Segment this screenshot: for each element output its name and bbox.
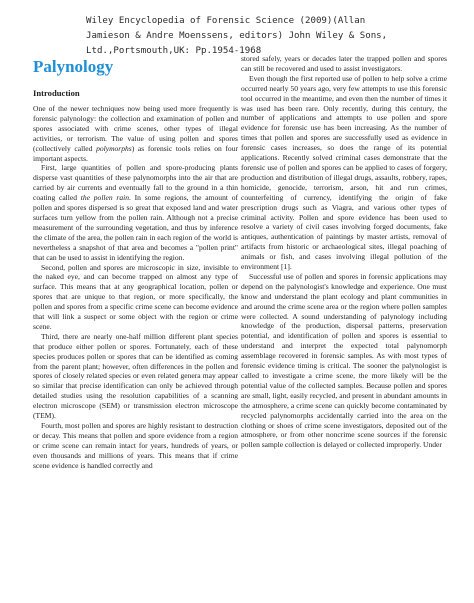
citation-block [86,14,416,59]
citation-line: Wiley Encyclopedia of Forensic Science (2009)(Allan [86,16,366,26]
paragraph: One of the newer techniques now being used more frequently is forensic palynology: the collection and examination of pollen and spores associated with crime scenes, other types of illegal activities, or terrorism. The value of using pollen and spores (collectively called polymorphs) as forensic tools relies on four important aspects. [33,104,238,163]
section-heading: Introduction [33,88,80,98]
right-column [241,54,447,450]
citation-line: Jamieson & Andre Moenssens, editors) John Wiley & Sons, [86,31,388,41]
paragraph: First, large quantities of pollen and spore-producing plants disperse vast quantities of these palynomorphs into the air that are carried by air currents and eventually fall to the ground in a thin coating called the pollen rain. In some regions, the amount of pollen and spores dispersed is so great that exposed land and water surfaces turn yellow from the pollen rain. Although not a precise measurement of the surrounding vegetation, and thus by inference the climate of the area, the pollen rain in each region of the world is nevertheless a snapshot of that area and becomes a "pollen print" that can be used to assist in identifying the region. [33,163,238,262]
paragraph: Third, there are nearly one-half million different plant species that produce either pollen or spores. Fortunately, each of these species produces pollen or spores that can be identified as coming from the parent plant; however, often differences in the pollen and spores of closely related species or even related genera may appear so similar that precise identification can only be achieved through detailed studies using the resolution capabilities of a scanning electron microscope (SEM) or transmission electron microscope (TEM). [33,331,238,421]
left-column [33,104,238,471]
paragraph: Successful use of pollen and spores in forensic applications may depend on the palynologist's knowledge and experience. One must know and understand the plant ecology and plant communities in and around the crime scene area or the region where pollen samples were collected. A sound understanding of palynology including knowledge of the production, dispersal patterns, preservation potential, and identification of pollen and spores is essential to understand and interpret the expected total palynomorph assemblage recovered in forensic samples. As with most types of forensic evidence timing is critical. The sooner the palynologist is called to investigate a crime scene, the more likely will be the potential value of the collected samples. Because pollen and spores are small, light, easily recycled, and present in abundant amounts in the atmosphere, a crime scene can quickly become contaminated by recycled palynomorphs accidentally carried into the area on the clothing or shoes of crime scene investigators, deposited out of the atmosphere, or from other noncrime scene sources if the forensic pollen sample collection is delayed or collected improperly. Under [241,271,447,450]
paragraph: stored safely, years or decades later the trapped pollen and spores can still be recovered and used to assist investigators. [241,54,447,73]
paragraph: Fourth, most pollen and spores are highly resistant to destruction or decay. This means that pollen and spore evidence from a region or crime scene can remain intact for years, hundreds of years, or even thousands and millions of years. This means that if crime scene evidence is handled correctly and [33,421,238,470]
paragraph: Even though the first reported use of pollen to help solve a crime occurred nearly 50 years ago, very few attempts to use this forensic tool occurred in the meantime, and even then the number of times it was used has been rare. Only recently, during this century, the number of applications and attempts to use pollen and spore evidence for forensic use has been increasing. As the number of times that pollen and spores are successfully used as evidence in forensic cases increases, so does the range of its potential applications. Recently solved criminal cases demonstrate that the forensic use of pollen and spores can be applied to cases of forgery, production and distribution of illegal drugs, assaults, robbery, rapes, homicide, genocide, terrorism, arson, hit and run crimes, counterfeiting of currency, identifying the origin of fake prescription drugs such as Viagra, and various other types of criminal activity. Pollen and spore evidence has been used to resolve a variety of civil cases involving forged documents, fake antiques, authentication of paintings by master artists, removal of artifacts from historic or archaeological sites, illegal poaching of animals or fish, and cases involving illegal pollution of the environment [1]. [241,73,447,272]
paragraph: Second, pollen and spores are microscopic in size, invisible to the naked eye, and can become trapped on almost any type of surface. This means that at any geographical location, pollen or spores that are unique to that region, or more specifically, the pollen and spores from a specific crime scene can become evidence that will link a suspect or some object with the region or crime scene. [33,262,238,331]
article-title: Palynology [33,57,114,76]
citation-line: Ltd.,Portsmouth,UK: Pp.1954-1968 [86,46,262,56]
